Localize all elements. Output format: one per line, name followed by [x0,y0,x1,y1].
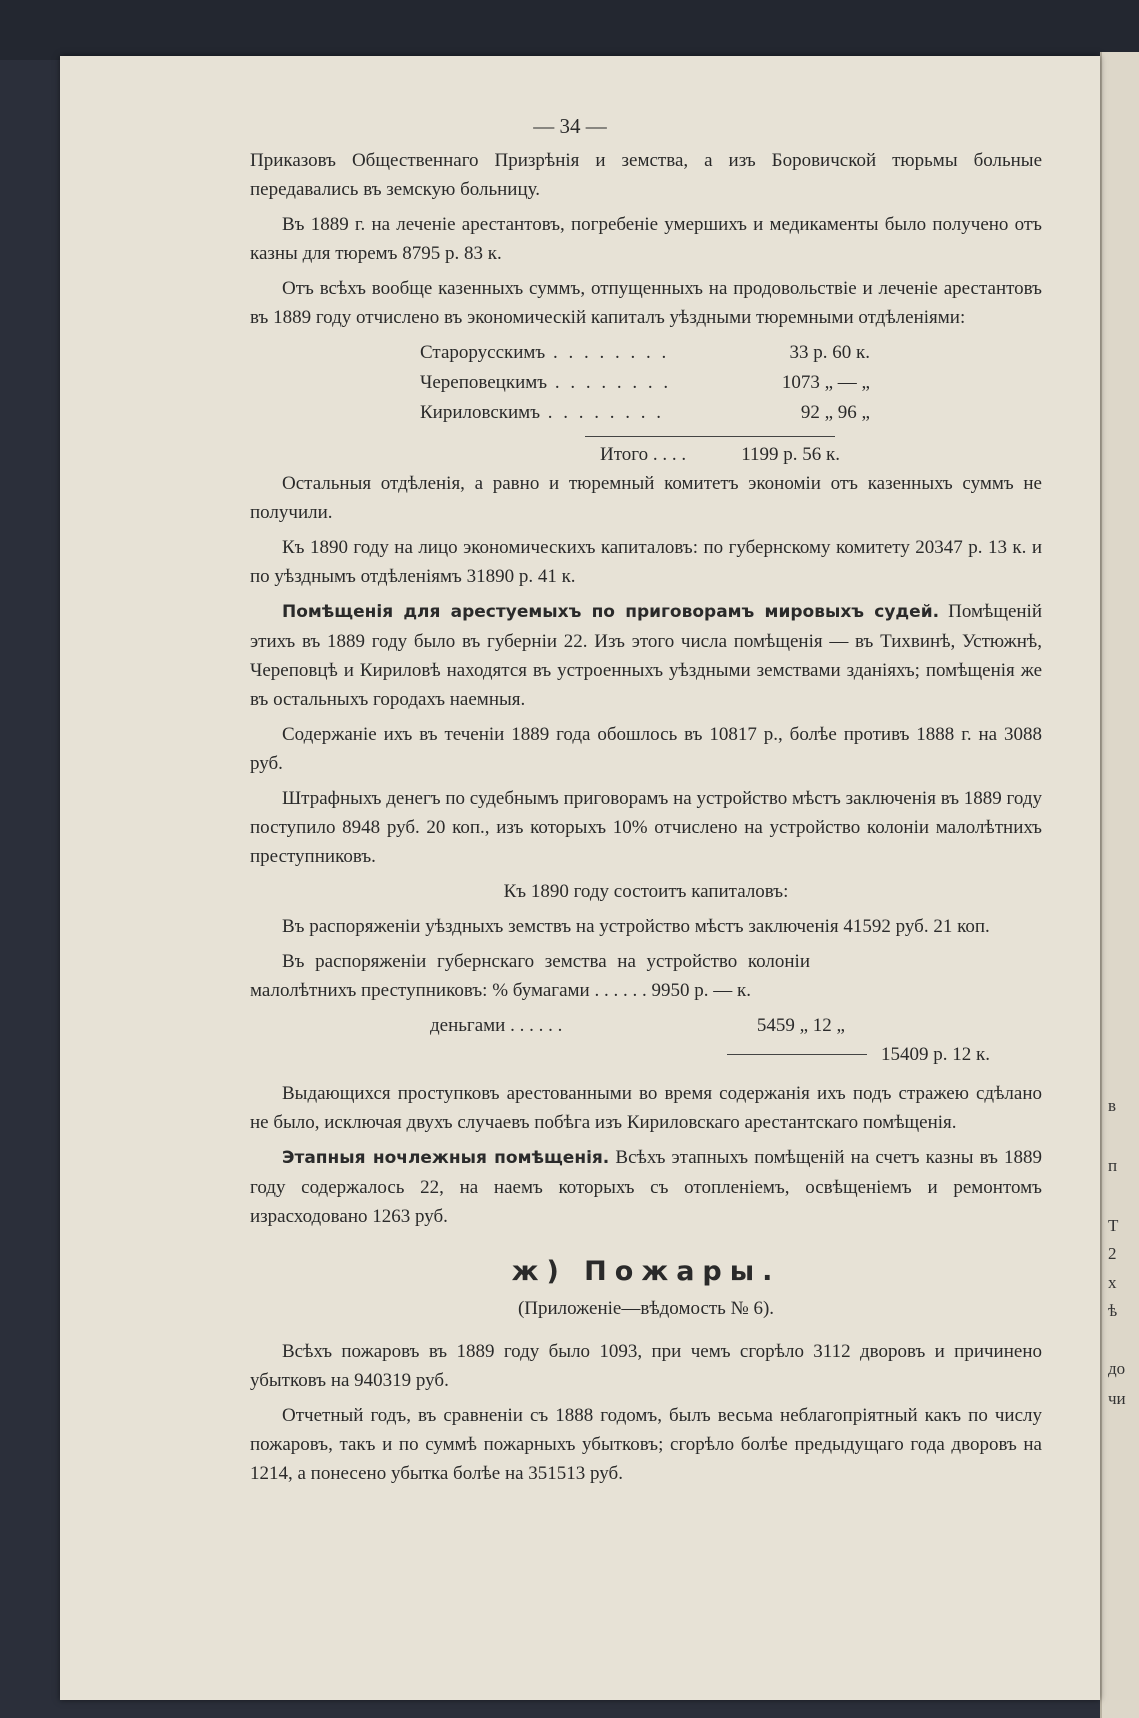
sum-row [250,1040,990,1069]
paragraph: Остальныя отдѣленія, а равно и тюремный комитетъ экономіи отъ казенныхъ суммъ не получили. [250,473,1042,523]
adjacent-fragment: 2 [1108,1244,1117,1263]
page-content [250,112,1042,1494]
page-number: — 34 — [533,114,607,138]
paragraph: Всѣхъ пожаровъ въ 1889 году было 1093, при чемъ сгорѣло 3112 дворовъ и причинено убытковъ на 940319 руб. [250,1341,1042,1391]
table-row-label: Череповецкимъ . . . [420,368,670,397]
sum-rule [727,1054,867,1055]
table-row-value: 1073 „ — „ [781,372,870,393]
paragraph [250,1143,1042,1231]
adjacent-fragment: чи [1108,1389,1126,1408]
table-row-label: Кириловскимъ . . . [420,398,670,427]
adjacent-fragment: до [1108,1359,1126,1378]
subrow-label: деньгами . . . . . . [430,1015,563,1036]
subrow-value: 5459 „ 12 „ [756,1015,845,1036]
paragraph: Отчетный годъ, въ сравненіи съ 1888 годомъ, былъ весьма неблагопріятный какъ по числу пожаровъ, такъ и по суммѣ пожарныхъ убытковъ; сгорѣло болѣе предыдущаго года дворовъ на 1214, а понесено убытка болѣе на 351513 руб. [250,1405,1042,1484]
table-row-label: Старорусскимъ . . . [420,338,670,367]
table-row-value: 33 р. 60 к. [789,342,870,363]
table-total [600,440,840,469]
table-row [420,398,870,428]
total-value: 1199 р. 56 к. [741,444,840,465]
paragraph-heading: Помѣщенія для арестуемыхъ по приговорамъ мировыхъ судей. [282,602,940,622]
paragraph: Въ распоряженіи губернскаго земства на устройство колоніи малолѣтнихъ преступниковъ: % бумагами . . . . . . 9950 р. — к. [250,951,810,1001]
total-rule [585,436,835,438]
table-row [420,368,870,398]
scan-background [0,0,1139,60]
adjacent-fragment: ѣ [1108,1301,1118,1320]
adjacent-page-edge [1100,52,1139,1718]
paragraph-text: Помѣщеній этихъ въ 1889 году было въ губерніи 22. Изъ этого числа помѣщенія — въ Тихвинѣ, Устюжнѣ, Череповцѣ и Кириловѣ находятся въ устроенныхъ уѣздными земствами зданіяхъ; помѣщенія же въ остальныхъ городахъ наемныя. [250,601,1042,710]
paragraph [250,597,1042,714]
paragraph: Содержаніе ихъ въ теченіи 1889 года обошлось въ 10817 р., болѣе противъ 1888 г. на 3088 руб. [250,724,1042,774]
paragraph-text: Всѣхъ этапныхъ помѣщеній на счетъ казны въ 1889 году содержалось 22, на наемъ которыхъ съ отопленіемъ, освѣщеніемъ и ремонтомъ израсходовано 1263 руб. [250,1147,1043,1227]
paragraph: Отъ всѣхъ вообще казенныхъ суммъ, отпущенныхъ на продовольствіе и леченіе арестантовъ въ 1889 году отчислено въ экономическій капиталъ уѣздными тюремными отдѣленіями: [250,278,1042,328]
section-title: ж) Пожары. [511,1256,781,1287]
paragraph: Выдающихся проступковъ арестованными во время содержанія ихъ подъ стражею сдѣлано не было, исключая двухъ случаевъ побѣга изъ Кириловскаго арестантскаго помѣщенія. [250,1083,1042,1133]
capital-table [420,338,870,428]
table-row-value: 92 „ 96 „ [800,402,870,423]
paragraph-heading: Этапныя ночлежныя помѣщенія. [282,1148,610,1168]
adjacent-fragment: п [1108,1156,1118,1175]
paragraph: Приказовъ Общественнаго Призрѣнія и земства, а изъ Боровичской тюрьмы больные передавались въ земскую больницу. [250,150,1042,200]
adjacent-fragment: Т [1108,1216,1119,1235]
paragraph: Къ 1890 году на лицо экономическихъ капиталовъ: по губернскому комитету 20347 р. 13 к. и по уѣзднымъ отдѣленіямъ 31890 р. 41 к. [250,537,1042,587]
paragraph: Въ 1889 г. на леченіе арестантовъ, погребеніе умершихъ и медикаменты было получено отъ казны для тюремъ 8795 р. 83 к. [250,214,1042,264]
paragraph: Въ распоряженіи уѣздныхъ земствъ на устройство мѣстъ заключенія 41592 руб. 21 коп. [282,916,990,937]
money-subrow [430,1011,845,1040]
appendix-note: (Приложеніе—вѣдомость № 6). [517,1298,775,1319]
paragraph: Къ 1890 году состоитъ капиталовъ: [503,881,789,902]
adjacent-fragment: в [1108,1096,1117,1115]
adjacent-fragment: х [1108,1273,1117,1292]
table-row [420,338,870,368]
total-label: Итого . . . . [600,444,687,465]
sum-value: 15409 р. 12 к. [881,1044,990,1065]
paragraph: Штрафныхъ денегъ по судебнымъ приговорамъ на устройство мѣстъ заключенія въ 1889 году поступило 8948 руб. 20 коп., изъ которыхъ 10% отчислено на устройство колоніи малолѣтнихъ преступниковъ. [250,788,1042,867]
